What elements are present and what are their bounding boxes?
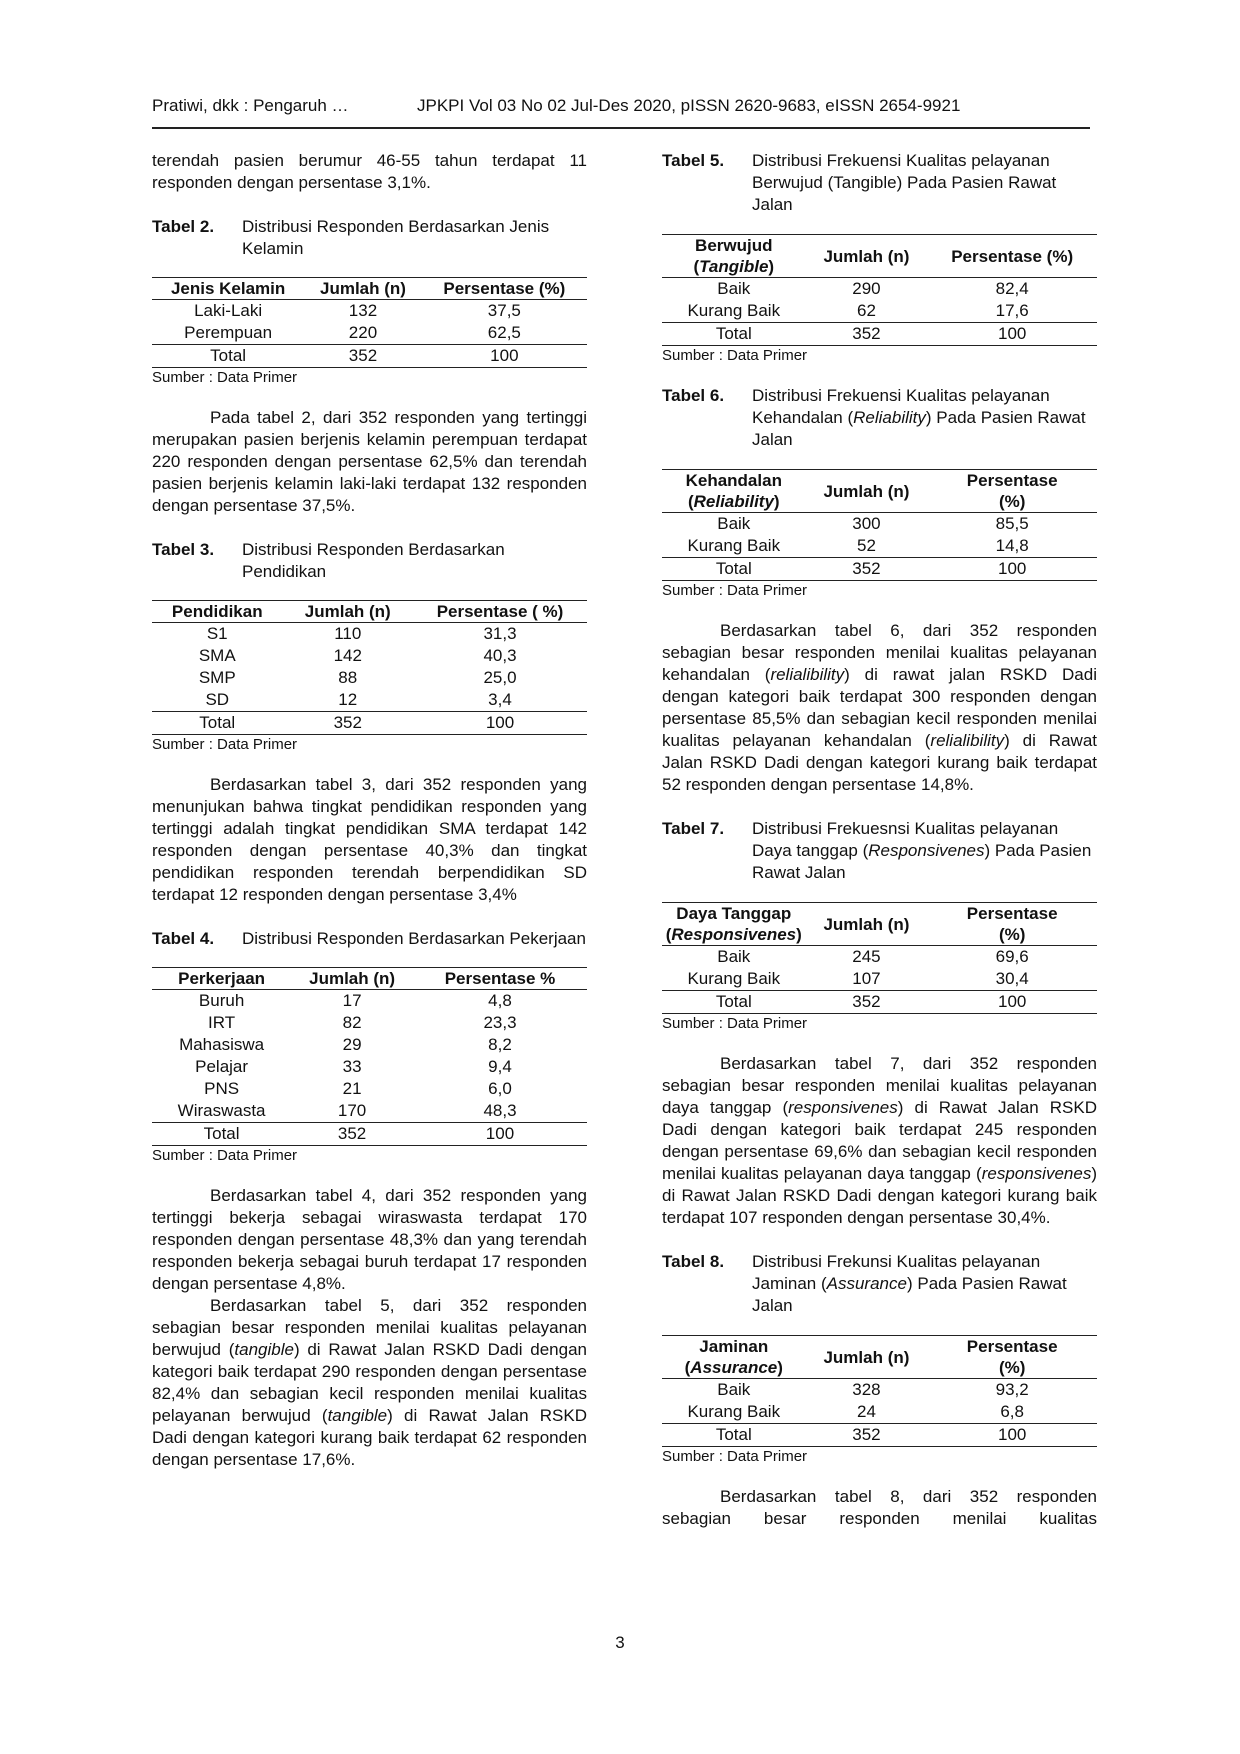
header-text: ( <box>665 925 672 944</box>
right-column <box>662 150 1097 1530</box>
table-cell: 14,8 <box>995 536 1029 555</box>
table-cell: 132 <box>348 301 378 320</box>
table-cell: 23,3 <box>483 1013 517 1032</box>
table-cell: 352 <box>291 1123 413 1146</box>
text-run: ) di rawat jalan RSKD Dadi dengan kategori baik terdapat 300 responden dengan persentase 85,5% dan sebagian kecil responden menilai kualitas pelayanan kehandalan ( <box>662 665 1097 750</box>
table-8-caption <box>662 1251 1097 1317</box>
table-cell: 328 <box>852 1380 881 1399</box>
table-7-label: Tabel 7. <box>662 819 725 838</box>
table-cell: 300 <box>852 514 881 533</box>
table-7-header <box>927 903 1097 946</box>
table-7-header: Jumlah (n) <box>806 903 928 946</box>
table-cell: Kurang Baik <box>687 969 781 988</box>
table-row <box>152 1034 587 1056</box>
table-3 <box>152 600 587 735</box>
header-line: Persentase <box>966 904 1058 923</box>
table-total-row <box>662 323 1097 346</box>
italic-term: responsivenes <box>981 1164 1092 1183</box>
table-cell: 6,0 <box>488 1079 512 1098</box>
table-cell: Mahasiswa <box>179 1035 265 1054</box>
table-8 <box>662 1335 1097 1447</box>
table-cell: 8,2 <box>488 1035 512 1054</box>
table-3-header: Pendidikan <box>152 601 283 623</box>
table-3-caption <box>152 539 587 583</box>
header-text: ) <box>796 925 802 944</box>
table-6-source: Sumber : Data Primer <box>662 582 808 599</box>
table-4-header: Perkerjaan <box>152 968 291 990</box>
table-cell: 9,4 <box>488 1057 512 1076</box>
header-line: Berwujud <box>695 236 773 255</box>
table-cell: PNS <box>204 1079 240 1098</box>
table-cell: 100 <box>927 323 1097 346</box>
header-line: (%) <box>998 1358 1026 1377</box>
table-cell: Total <box>662 1424 806 1447</box>
table-2-caption <box>152 216 587 260</box>
table-cell: 107 <box>852 969 881 988</box>
header-text: ) <box>777 1358 783 1377</box>
table-row <box>662 946 1097 969</box>
table-8-header <box>927 1336 1097 1379</box>
table-cell: Kurang Baik <box>687 536 781 555</box>
header-text: ( <box>684 1358 691 1377</box>
table-cell: Baik <box>717 947 751 966</box>
table-cell: 12 <box>338 690 358 709</box>
table-3-header: Persentase ( %) <box>413 601 587 623</box>
table-cell: 17,6 <box>995 301 1029 320</box>
table-row <box>662 300 1097 323</box>
table-5-header: Jumlah (n) <box>806 235 928 278</box>
table-8-header: Jumlah (n) <box>806 1336 928 1379</box>
table-cell: 48,3 <box>483 1101 517 1120</box>
table-cell: S1 <box>206 624 228 643</box>
table-4-source: Sumber : Data Primer <box>152 1147 298 1164</box>
table-cell: 245 <box>852 947 881 966</box>
table-cell: 100 <box>927 1424 1097 1447</box>
table-row <box>152 623 587 646</box>
table-cell: Wiraswasta <box>177 1101 266 1120</box>
table-cell: Laki-Laki <box>194 301 263 320</box>
table-total-row <box>152 1123 587 1146</box>
table-2-header: Jumlah (n) <box>304 278 421 300</box>
paragraph-table-4: Berdasarkan tabel 4, dari 352 responden yang tertinggi bekerja sebagai wiraswasta terdapat 170 responden dengan persentase 48,3% dan yang terendah responden bekerja sebagai buruh terdapat 17 responden dengan persentase 4,8%. <box>152 1186 587 1293</box>
table-4-caption <box>152 928 587 950</box>
table-cell: SMP <box>198 668 236 687</box>
table-7-source: Sumber : Data Primer <box>662 1015 808 1032</box>
table-cell: Perempuan <box>184 323 273 342</box>
table-5-header: Persentase (%) <box>927 235 1097 278</box>
table-7-header <box>662 903 806 946</box>
header-text: ) <box>773 492 780 511</box>
italic-term: responsivenes <box>788 1098 898 1117</box>
text-run: ) Pada Pasien Rawat Jalan <box>752 408 1086 449</box>
italic-term: Assurance <box>826 1274 907 1293</box>
table-5-caption <box>662 150 1097 216</box>
table-cell: 17 <box>342 991 362 1010</box>
text-run: ) di Rawat Jalan RSKD Dadi dengan kategori baik terdapat 245 responden dengan persentase 69,6% dan sebagian kecil responden menilai kualitas pelayanan daya tanggap ( <box>662 1098 1097 1183</box>
table-row <box>152 1056 587 1078</box>
table-3-header: Jumlah (n) <box>283 601 414 623</box>
table-row <box>662 535 1097 558</box>
italic-term: Tangible <box>699 257 769 276</box>
text-run: ) di Rawat Jalan RSKD Dadi dengan kategori baik terdapat 290 responden dengan persentase 82,4% dan sebagian kecil responden menilai kualitas pelayanan berwujud ( <box>152 1340 588 1425</box>
table-3-label: Tabel 3. <box>152 540 215 559</box>
table-cell: 69,6 <box>995 947 1029 966</box>
table-6-label: Tabel 6. <box>662 386 725 405</box>
table-cell: 220 <box>348 323 378 342</box>
paragraph-intro: terendah pasien berumur 46-55 tahun terdapat 11 responden dengan persentase 3,1%. <box>152 151 587 192</box>
table-cell: Kurang Baik <box>687 301 781 320</box>
table-8-title <box>752 1251 1097 1317</box>
italic-term: tangible <box>234 1340 294 1359</box>
italic-term: tangible <box>327 1406 388 1425</box>
table-5-header <box>662 235 806 278</box>
italic-term: relialibility <box>930 731 1005 750</box>
table-cell: 24 <box>856 1402 876 1421</box>
page-number: 3 <box>615 1633 625 1652</box>
table-3-title: Distribusi Responden Berdasarkan Pendidikan <box>242 540 505 581</box>
table-cell: 352 <box>806 558 928 581</box>
table-cell: 31,3 <box>483 624 517 643</box>
table-row <box>152 1100 587 1123</box>
table-row <box>662 278 1097 301</box>
paragraph-table-7 <box>662 1053 1097 1229</box>
table-cell: 62 <box>856 301 876 320</box>
table-7-title <box>752 818 1097 884</box>
paragraph-table-8: Berdasarkan tabel 8, dari 352 responden sebagian besar responden menilai kualitas <box>662 1487 1097 1528</box>
table-2-title: Distribusi Responden Berdasarkan Jenis Kelamin <box>242 217 550 258</box>
table-cell: 29 <box>342 1035 362 1054</box>
table-row <box>152 667 587 689</box>
table-2-header: Persentase (%) <box>422 278 587 300</box>
table-total-row <box>152 345 587 368</box>
table-cell: Total <box>662 323 806 346</box>
table-cell: Baik <box>717 1380 751 1399</box>
table-total-row <box>662 991 1097 1014</box>
table-cell: Pelajar <box>195 1057 249 1076</box>
table-cell: Total <box>152 345 304 368</box>
header-line: Persentase <box>966 1337 1058 1356</box>
table-cell: 52 <box>856 536 876 555</box>
text-run: ) di Rawat Jalan RSKD Dadi dengan kategori kurang baik terdapat 52 responden dengan persentase 14,8%. <box>662 731 1097 794</box>
table-8-source: Sumber : Data Primer <box>662 1448 808 1465</box>
italic-term: Responsivenes <box>868 841 985 860</box>
text-run: Distribusi Frekuensi Kualitas pelayanan Kehandalan ( <box>752 386 1050 427</box>
table-cell: 33 <box>342 1057 362 1076</box>
table-4-title: Distribusi Responden Berdasarkan Pekerjaan <box>242 929 586 948</box>
table-cell: Kurang Baik <box>687 1402 781 1421</box>
table-cell: Baik <box>717 279 751 298</box>
italic-term: Responsivenes <box>671 925 797 944</box>
text-run: Berdasarkan tabel 6, dari 352 responden sebagian besar responden menilai kualitas pelayanan kehandalan ( <box>662 621 1097 684</box>
italic-term: Assurance <box>690 1358 778 1377</box>
table-cell: Total <box>152 712 283 735</box>
table-5 <box>662 234 1097 346</box>
table-row <box>662 1401 1097 1424</box>
table-row <box>662 513 1097 536</box>
table-cell: 352 <box>304 345 421 368</box>
text-run: ) Pada Pasien Rawat Jalan <box>752 841 1092 882</box>
table-cell: 100 <box>422 345 587 368</box>
table-3-source: Sumber : Data Primer <box>152 736 298 753</box>
italic-term: relialibility <box>770 665 845 684</box>
table-cell: 93,2 <box>995 1380 1029 1399</box>
table-cell: 352 <box>806 991 928 1014</box>
paragraph-table-3: Berdasarkan tabel 3, dari 352 responden yang menunjukan bahwa tingkat pendidikan responden yang tertinggi adalah tingkat pendidikan SMA terdapat 142 responden dengan persentase 40,3% dan tingkat pendidikan responden terendah berpendidikan SD terdapat 12 responden dengan persentase 3,4% <box>152 775 587 904</box>
table-row <box>152 689 587 712</box>
table-cell: 100 <box>927 991 1097 1014</box>
table-cell: Total <box>662 991 806 1014</box>
table-cell: 85,5 <box>995 514 1029 533</box>
header-text: ( <box>687 492 694 511</box>
table-2-source: Sumber : Data Primer <box>152 369 298 386</box>
italic-term: Reliability <box>693 492 774 511</box>
table-total-row <box>662 1424 1097 1447</box>
table-cell: 100 <box>413 1123 587 1146</box>
italic-term: Reliability <box>853 408 926 427</box>
table-cell: 4,8 <box>488 991 512 1010</box>
table-cell: SMA <box>198 646 236 665</box>
header-text: ( <box>693 257 700 276</box>
table-cell: IRT <box>208 1013 236 1032</box>
table-cell: 37,5 <box>487 301 521 320</box>
table-cell: 88 <box>338 668 358 687</box>
table-5-title: Distribusi Frekuensi Kualitas pelayanan Berwujud (Tangible) Pada Pasien Rawat Jalan <box>752 151 1057 214</box>
table-7-caption <box>662 818 1097 884</box>
text-run: ) Pada Pasien Rawat Jalan <box>752 1274 1067 1315</box>
table-cell: Buruh <box>198 991 245 1010</box>
table-7 <box>662 902 1097 1014</box>
header-journal: JPKPI Vol 03 No 02 Jul-Des 2020, pISSN 2620-9683, eISSN 2654-9921 <box>417 96 961 115</box>
table-6-caption <box>662 385 1097 451</box>
table-total-row <box>662 558 1097 581</box>
table-4-label: Tabel 4. <box>152 929 215 948</box>
table-cell: 30,4 <box>995 969 1029 988</box>
table-cell: 352 <box>806 323 928 346</box>
table-cell: 170 <box>337 1101 367 1120</box>
table-5-source: Sumber : Data Primer <box>662 347 808 364</box>
table-cell: Baik <box>717 514 751 533</box>
text-run: ) di Rawat Jalan RSKD Dadi dengan kategori kurang baik terdapat 62 responden dengan persentase 17,6%. <box>152 1406 588 1469</box>
table-cell: 352 <box>283 712 414 735</box>
header-rule <box>152 127 1090 129</box>
header-line: Persentase <box>966 471 1058 490</box>
table-cell: 100 <box>927 558 1097 581</box>
table-cell: 82,4 <box>995 279 1029 298</box>
paragraph-table-6 <box>662 620 1097 796</box>
table-row <box>152 322 587 345</box>
table-cell: Total <box>662 558 806 581</box>
table-cell: SD <box>205 690 230 709</box>
table-cell: 110 <box>334 624 362 643</box>
left-column <box>152 150 587 1471</box>
header-line: Kehandalan <box>685 471 782 490</box>
table-4 <box>152 967 587 1146</box>
table-cell: 82 <box>342 1013 362 1032</box>
text-run: ) di Rawat Jalan RSKD Dadi dengan kategori kurang baik terdapat 107 responden dengan persentase 30,4%. <box>662 1164 1097 1227</box>
table-cell: 40,3 <box>483 646 517 665</box>
table-cell: 100 <box>413 712 587 735</box>
table-cell: 3,4 <box>488 690 512 709</box>
table-6 <box>662 469 1097 581</box>
table-4-header: Jumlah (n) <box>291 968 413 990</box>
header-line: (%) <box>998 925 1026 944</box>
text-run: Distribusi Frekuesnsi Kualitas pelayanan Daya tanggap ( <box>752 819 1059 860</box>
table-8-header <box>662 1336 806 1379</box>
table-6-header <box>662 470 806 513</box>
table-6-title <box>752 385 1097 451</box>
table-4-header: Persentase % <box>413 968 587 990</box>
text-run: Distribusi Frekunsi Kualitas pelayanan Jaminan ( <box>752 1252 1041 1293</box>
header-line: (%) <box>998 492 1026 511</box>
table-cell: 142 <box>333 646 362 665</box>
table-cell: 21 <box>342 1079 362 1098</box>
table-cell: 6,8 <box>1000 1402 1024 1421</box>
table-cell: Total <box>152 1123 291 1146</box>
paragraph-table-5 <box>152 1295 587 1471</box>
table-cell: 25,0 <box>483 668 517 687</box>
paragraph-table-2: Pada tabel 2, dari 352 responden yang tertinggi merupakan pasien berjenis kelamin perempuan terdapat 220 responden dengan persentase 62,5% dan terendah pasien berjenis kelamin laki-laki terdapat 132 responden dengan persentase 37,5%. <box>152 408 587 515</box>
table-2-label: Tabel 2. <box>152 217 215 236</box>
table-row <box>152 990 587 1013</box>
table-cell: 62,5 <box>487 323 521 342</box>
header-authors: Pratiwi, dkk : Pengaruh … <box>152 96 349 115</box>
table-cell: 352 <box>806 1424 928 1447</box>
table-row <box>152 1078 587 1100</box>
table-row <box>662 968 1097 991</box>
text-run: Berdasarkan tabel 7, dari 352 responden sebagian besar responden menilai kualitas pelayanan daya tanggap ( <box>662 1054 1097 1117</box>
table-2-header: Jenis Kelamin <box>152 278 304 300</box>
header-text: ) <box>768 257 775 276</box>
text-run: Berdasarkan tabel 5, dari 352 responden sebagian besar responden menilai kualitas pelayanan berwujud ( <box>152 1296 587 1359</box>
table-total-row <box>152 712 587 735</box>
header-line: Daya Tanggap <box>676 904 792 923</box>
header-line: Jaminan <box>699 1337 769 1356</box>
table-2 <box>152 277 587 368</box>
table-row <box>152 300 587 323</box>
table-cell: 290 <box>852 279 881 298</box>
table-row <box>662 1379 1097 1402</box>
table-row <box>152 645 587 667</box>
table-5-label: Tabel 5. <box>662 151 725 170</box>
table-row <box>152 1012 587 1034</box>
table-6-header: Jumlah (n) <box>806 470 928 513</box>
table-8-label: Tabel 8. <box>662 1252 725 1271</box>
table-6-header <box>927 470 1097 513</box>
